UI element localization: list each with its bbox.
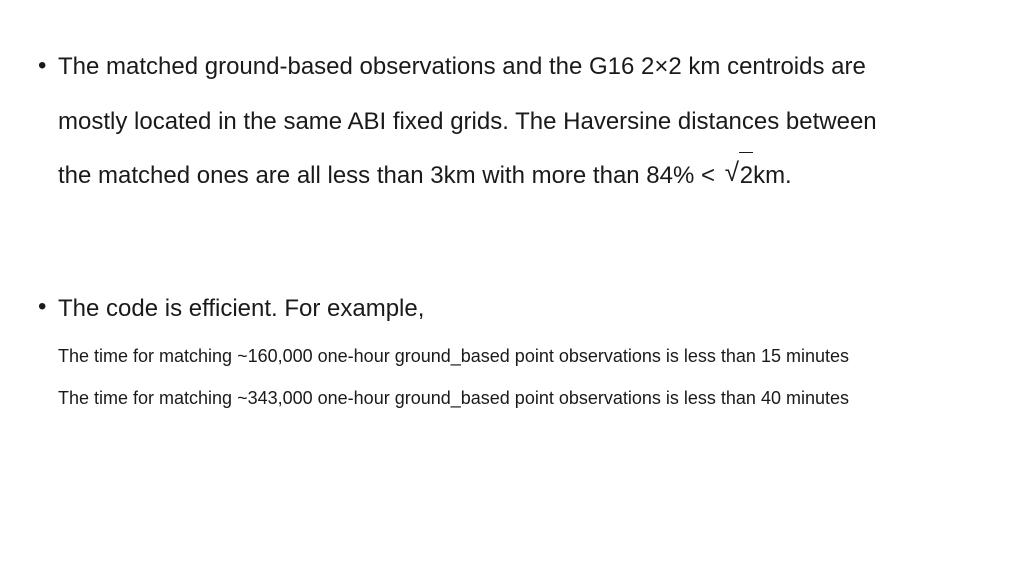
example-line-1: The time for matching ~160,000 one-hour ground_based point observations is less than 15 minutes bbox=[58, 346, 849, 366]
sqrt-symbol: √ bbox=[724, 157, 739, 187]
sqrt-radicand: 2 bbox=[739, 162, 754, 189]
bullet-line-2: mostly located in the same ABI fixed grids. The Haversine distances between bbox=[58, 107, 877, 135]
bullet-text bbox=[58, 40, 877, 204]
bullet-line-3-text: the matched ones are all less than 3km with more than 84% < bbox=[58, 162, 716, 189]
bullet-line-3 bbox=[58, 149, 877, 204]
sqrt-vinculum bbox=[739, 152, 753, 153]
sqrt-expression bbox=[726, 149, 753, 204]
distance-unit: km. bbox=[753, 162, 792, 189]
bullet-marker: • bbox=[38, 293, 47, 320]
example-line-2: The time for matching ~343,000 one-hour ground_based point observations is less than 40 minutes bbox=[58, 388, 849, 408]
bullet-line-1: The matched ground-based observations and the G16 2×2 km centroids are bbox=[58, 53, 866, 80]
bullet-marker: • bbox=[38, 52, 47, 79]
bullet-text: The code is efficient. For example, bbox=[58, 295, 425, 322]
